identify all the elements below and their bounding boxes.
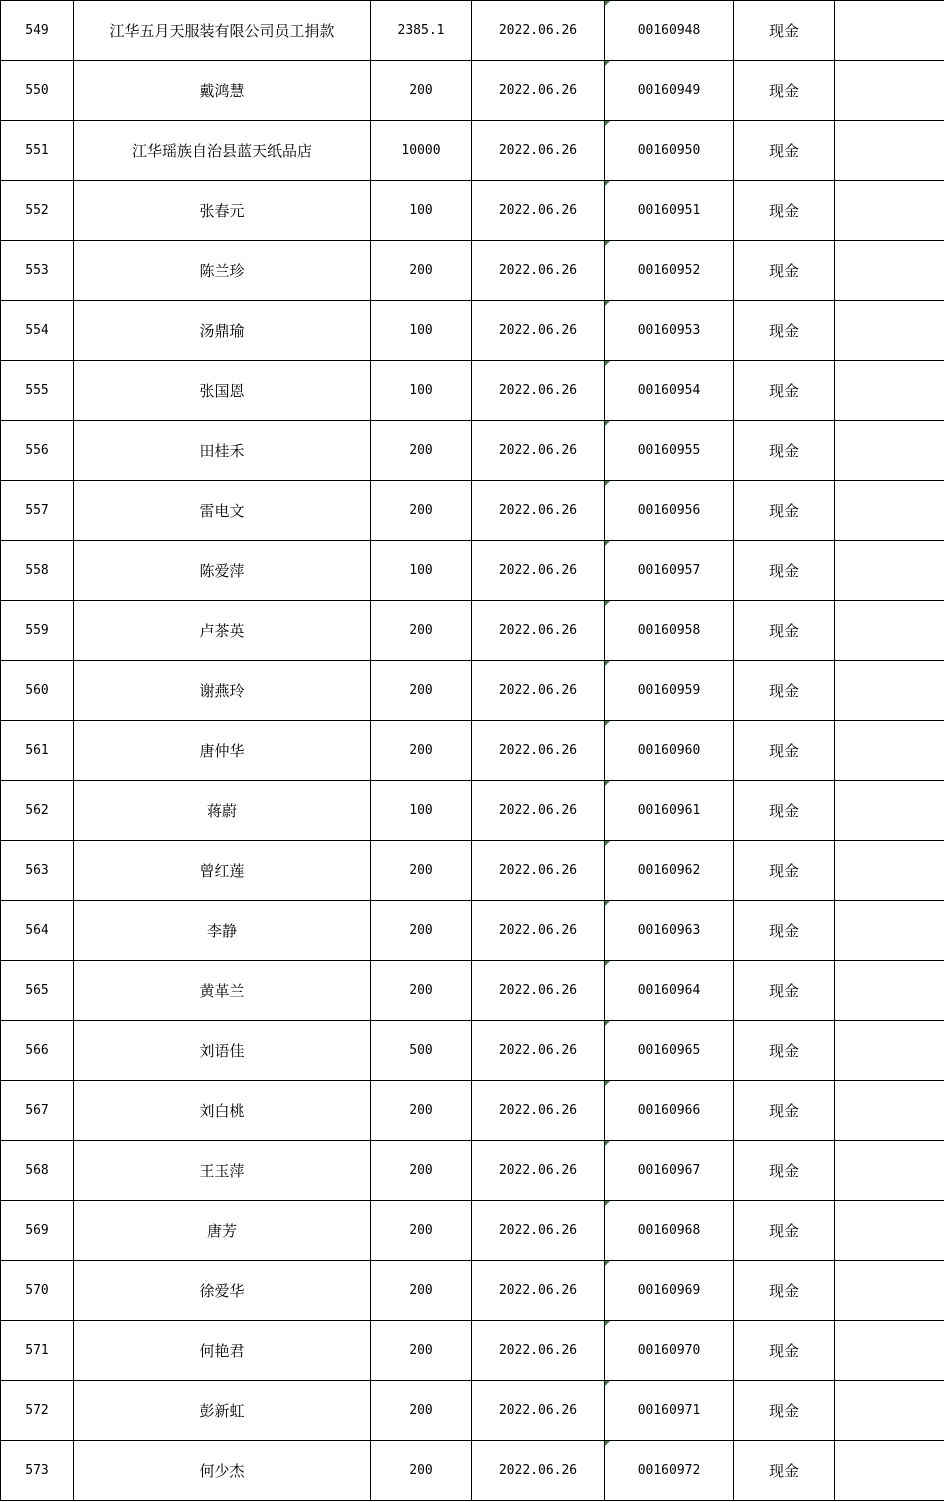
- donor-name-cell: 王玉萍: [74, 1141, 371, 1201]
- payment-method-cell: 现金: [734, 1441, 835, 1501]
- amount-cell: 200: [371, 661, 472, 721]
- receipt-number-text: 00160961: [637, 803, 701, 818]
- payment-method-cell: 现金: [734, 241, 835, 301]
- receipt-number-text: 00160952: [637, 263, 701, 278]
- receipt-number-text: 00160951: [637, 203, 701, 218]
- table-row: [1, 1441, 944, 1501]
- row-number-cell: 571: [1, 1321, 74, 1381]
- table-row: [1, 1021, 944, 1081]
- receipt-number-text: 00160969: [637, 1283, 701, 1298]
- amount-cell: 200: [371, 481, 472, 541]
- row-number-cell: 564: [1, 901, 74, 961]
- text-format-indicator-icon: [605, 781, 610, 786]
- payment-method-cell: 现金: [734, 301, 835, 361]
- donor-name-cell: 曾红莲: [74, 841, 371, 901]
- receipt-number-text: 00160954: [637, 383, 701, 398]
- amount-cell: 100: [371, 181, 472, 241]
- amount-cell: 200: [371, 61, 472, 121]
- table-row: [1, 961, 944, 1021]
- amount-cell: 100: [371, 361, 472, 421]
- payment-method-cell: 现金: [734, 961, 835, 1021]
- amount-cell: 200: [371, 421, 472, 481]
- date-cell: 2022.06.26: [472, 901, 605, 961]
- row-number-cell: 566: [1, 1021, 74, 1081]
- row-number-cell: 558: [1, 541, 74, 601]
- remark-cell: [835, 481, 944, 541]
- receipt-number-cell: [605, 1261, 734, 1321]
- receipt-number-text: 00160948: [637, 23, 701, 38]
- amount-cell: 200: [371, 901, 472, 961]
- receipt-number-cell: [605, 1381, 734, 1441]
- table-row: [1, 1201, 944, 1261]
- donor-name-cell: 田桂禾: [74, 421, 371, 481]
- row-number-cell: 554: [1, 301, 74, 361]
- receipt-number-text: 00160966: [637, 1103, 701, 1118]
- table-row: [1, 661, 944, 721]
- table-row: [1, 241, 944, 301]
- amount-cell: 200: [371, 721, 472, 781]
- donor-name-cell: 唐仲华: [74, 721, 371, 781]
- receipt-number-text: 00160950: [637, 143, 701, 158]
- text-format-indicator-icon: [605, 121, 610, 126]
- date-cell: 2022.06.26: [472, 301, 605, 361]
- text-format-indicator-icon: [605, 241, 610, 246]
- amount-cell: 200: [371, 1141, 472, 1201]
- row-number-cell: 560: [1, 661, 74, 721]
- date-cell: 2022.06.26: [472, 1141, 605, 1201]
- table-row: [1, 1, 944, 61]
- table-row: [1, 421, 944, 481]
- receipt-number-cell: [605, 241, 734, 301]
- payment-method-cell: 现金: [734, 1021, 835, 1081]
- donor-name-cell: 陈爱萍: [74, 541, 371, 601]
- row-number-cell: 565: [1, 961, 74, 1021]
- table-row: [1, 601, 944, 661]
- date-cell: 2022.06.26: [472, 121, 605, 181]
- table-row: [1, 1321, 944, 1381]
- row-number-cell: 551: [1, 121, 74, 181]
- receipt-number-cell: [605, 661, 734, 721]
- donor-name-cell: 雷电文: [74, 481, 371, 541]
- payment-method-cell: 现金: [734, 541, 835, 601]
- table-row: [1, 541, 944, 601]
- donor-name-cell: 何少杰: [74, 1441, 371, 1501]
- amount-cell: 100: [371, 301, 472, 361]
- amount-cell: 200: [371, 241, 472, 301]
- payment-method-cell: 现金: [734, 1141, 835, 1201]
- remark-cell: [835, 721, 944, 781]
- date-cell: 2022.06.26: [472, 721, 605, 781]
- date-cell: 2022.06.26: [472, 421, 605, 481]
- receipt-number-cell: [605, 181, 734, 241]
- receipt-number-text: 00160963: [637, 923, 701, 938]
- row-number-cell: 570: [1, 1261, 74, 1321]
- amount-cell: 200: [371, 841, 472, 901]
- donor-name-cell: 戴鸿慧: [74, 61, 371, 121]
- table-row: [1, 361, 944, 421]
- payment-method-cell: 现金: [734, 481, 835, 541]
- remark-cell: [835, 301, 944, 361]
- receipt-number-cell: [605, 841, 734, 901]
- table-row: [1, 841, 944, 901]
- remark-cell: [835, 1, 944, 61]
- donor-name-cell: 汤鼎瑜: [74, 301, 371, 361]
- receipt-number-cell: [605, 361, 734, 421]
- receipt-number-text: 00160955: [637, 443, 701, 458]
- row-number-cell: 549: [1, 1, 74, 61]
- date-cell: 2022.06.26: [472, 181, 605, 241]
- amount-cell: 200: [371, 1441, 472, 1501]
- remark-cell: [835, 1321, 944, 1381]
- amount-cell: 100: [371, 781, 472, 841]
- donor-name-cell: 李静: [74, 901, 371, 961]
- donor-name-cell: 徐爱华: [74, 1261, 371, 1321]
- donor-name-cell: 黄革兰: [74, 961, 371, 1021]
- receipt-number-cell: [605, 601, 734, 661]
- table-row: [1, 721, 944, 781]
- receipt-number-cell: [605, 1, 734, 61]
- date-cell: 2022.06.26: [472, 541, 605, 601]
- text-format-indicator-icon: [605, 661, 610, 666]
- table-row: [1, 1141, 944, 1201]
- date-cell: 2022.06.26: [472, 61, 605, 121]
- receipt-number-text: 00160957: [637, 563, 701, 578]
- receipt-number-text: 00160971: [637, 1403, 701, 1418]
- text-format-indicator-icon: [605, 61, 610, 66]
- payment-method-cell: 现金: [734, 361, 835, 421]
- remark-cell: [835, 841, 944, 901]
- payment-method-cell: 现金: [734, 1, 835, 61]
- donor-name-cell: 何艳君: [74, 1321, 371, 1381]
- donor-name-cell: 彭新虹: [74, 1381, 371, 1441]
- donor-name-cell: 江华瑶族自治县蓝天纸品店: [74, 121, 371, 181]
- amount-cell: 200: [371, 1201, 472, 1261]
- date-cell: 2022.06.26: [472, 1201, 605, 1261]
- payment-method-cell: 现金: [734, 181, 835, 241]
- row-number-cell: 572: [1, 1381, 74, 1441]
- receipt-number-text: 00160962: [637, 863, 701, 878]
- receipt-number-text: 00160949: [637, 83, 701, 98]
- row-number-cell: 557: [1, 481, 74, 541]
- amount-cell: 200: [371, 1321, 472, 1381]
- payment-method-cell: 现金: [734, 1201, 835, 1261]
- donor-name-cell: 张国恩: [74, 361, 371, 421]
- text-format-indicator-icon: [605, 481, 610, 486]
- receipt-number-cell: [605, 961, 734, 1021]
- payment-method-cell: 现金: [734, 601, 835, 661]
- payment-method-cell: 现金: [734, 781, 835, 841]
- remark-cell: [835, 1441, 944, 1501]
- receipt-number-cell: [605, 61, 734, 121]
- remark-cell: [835, 1201, 944, 1261]
- receipt-number-cell: [605, 541, 734, 601]
- receipt-number-cell: [605, 301, 734, 361]
- amount-cell: 200: [371, 1081, 472, 1141]
- date-cell: 2022.06.26: [472, 1321, 605, 1381]
- payment-method-cell: 现金: [734, 661, 835, 721]
- payment-method-cell: 现金: [734, 61, 835, 121]
- remark-cell: [835, 1021, 944, 1081]
- date-cell: 2022.06.26: [472, 661, 605, 721]
- row-number-cell: 568: [1, 1141, 74, 1201]
- remark-cell: [835, 241, 944, 301]
- date-cell: 2022.06.26: [472, 1261, 605, 1321]
- table-row: [1, 481, 944, 541]
- row-number-cell: 563: [1, 841, 74, 901]
- date-cell: 2022.06.26: [472, 481, 605, 541]
- text-format-indicator-icon: [605, 901, 610, 906]
- date-cell: 2022.06.26: [472, 361, 605, 421]
- receipt-number-cell: [605, 901, 734, 961]
- row-number-cell: 559: [1, 601, 74, 661]
- table-row: [1, 181, 944, 241]
- receipt-number-cell: [605, 421, 734, 481]
- text-format-indicator-icon: [605, 601, 610, 606]
- receipt-number-text: 00160965: [637, 1043, 701, 1058]
- receipt-number-text: 00160968: [637, 1223, 701, 1238]
- text-format-indicator-icon: [605, 1381, 610, 1386]
- payment-method-cell: 现金: [734, 121, 835, 181]
- receipt-number-text: 00160960: [637, 743, 701, 758]
- amount-cell: 2385.1: [371, 1, 472, 61]
- text-format-indicator-icon: [605, 361, 610, 366]
- ledger-body: [1, 1, 944, 1501]
- date-cell: 2022.06.26: [472, 1021, 605, 1081]
- row-number-cell: 556: [1, 421, 74, 481]
- remark-cell: [835, 121, 944, 181]
- remark-cell: [835, 61, 944, 121]
- donor-name-cell: 张春元: [74, 181, 371, 241]
- receipt-number-cell: [605, 721, 734, 781]
- donor-name-cell: 蒋蔚: [74, 781, 371, 841]
- row-number-cell: 550: [1, 61, 74, 121]
- text-format-indicator-icon: [605, 301, 610, 306]
- text-format-indicator-icon: [605, 1, 610, 6]
- payment-method-cell: 现金: [734, 1321, 835, 1381]
- date-cell: 2022.06.26: [472, 241, 605, 301]
- donor-name-cell: 刘语佳: [74, 1021, 371, 1081]
- row-number-cell: 555: [1, 361, 74, 421]
- remark-cell: [835, 1081, 944, 1141]
- text-format-indicator-icon: [605, 421, 610, 426]
- row-number-cell: 553: [1, 241, 74, 301]
- donor-name-cell: 唐芳: [74, 1201, 371, 1261]
- table-row: [1, 121, 944, 181]
- receipt-number-cell: [605, 1201, 734, 1261]
- row-number-cell: 561: [1, 721, 74, 781]
- text-format-indicator-icon: [605, 1141, 610, 1146]
- amount-cell: 500: [371, 1021, 472, 1081]
- table-row: [1, 1381, 944, 1441]
- donor-name-cell: 江华五月天服装有限公司员工捐款: [74, 1, 371, 61]
- text-format-indicator-icon: [605, 181, 610, 186]
- date-cell: 2022.06.26: [472, 1, 605, 61]
- text-format-indicator-icon: [605, 1441, 610, 1446]
- table-row: [1, 1081, 944, 1141]
- amount-cell: 200: [371, 1261, 472, 1321]
- table-row: [1, 1261, 944, 1321]
- remark-cell: [835, 421, 944, 481]
- date-cell: 2022.06.26: [472, 1441, 605, 1501]
- date-cell: 2022.06.26: [472, 961, 605, 1021]
- receipt-number-text: 00160956: [637, 503, 701, 518]
- remark-cell: [835, 781, 944, 841]
- remark-cell: [835, 1261, 944, 1321]
- text-format-indicator-icon: [605, 1321, 610, 1326]
- donor-name-cell: 刘白桃: [74, 1081, 371, 1141]
- receipt-number-text: 00160958: [637, 623, 701, 638]
- row-number-cell: 569: [1, 1201, 74, 1261]
- receipt-number-text: 00160967: [637, 1163, 701, 1178]
- text-format-indicator-icon: [605, 841, 610, 846]
- remark-cell: [835, 541, 944, 601]
- text-format-indicator-icon: [605, 1081, 610, 1086]
- text-format-indicator-icon: [605, 1021, 610, 1026]
- text-format-indicator-icon: [605, 961, 610, 966]
- date-cell: 2022.06.26: [472, 841, 605, 901]
- remark-cell: [835, 601, 944, 661]
- remark-cell: [835, 661, 944, 721]
- date-cell: 2022.06.26: [472, 601, 605, 661]
- remark-cell: [835, 1381, 944, 1441]
- receipt-number-cell: [605, 1441, 734, 1501]
- receipt-number-cell: [605, 481, 734, 541]
- receipt-number-text: 00160972: [637, 1463, 701, 1478]
- amount-cell: 10000: [371, 121, 472, 181]
- amount-cell: 200: [371, 601, 472, 661]
- remark-cell: [835, 1141, 944, 1201]
- payment-method-cell: 现金: [734, 1081, 835, 1141]
- payment-method-cell: 现金: [734, 901, 835, 961]
- payment-method-cell: 现金: [734, 421, 835, 481]
- receipt-number-text: 00160953: [637, 323, 701, 338]
- payment-method-cell: 现金: [734, 721, 835, 781]
- receipt-number-cell: [605, 1141, 734, 1201]
- date-cell: 2022.06.26: [472, 781, 605, 841]
- remark-cell: [835, 361, 944, 421]
- receipt-number-text: 00160959: [637, 683, 701, 698]
- table-row: [1, 301, 944, 361]
- receipt-number-cell: [605, 781, 734, 841]
- receipt-number-text: 00160970: [637, 1343, 701, 1358]
- receipt-number-cell: [605, 121, 734, 181]
- receipt-number-cell: [605, 1081, 734, 1141]
- payment-method-cell: 现金: [734, 1261, 835, 1321]
- receipt-number-text: 00160964: [637, 983, 701, 998]
- remark-cell: [835, 961, 944, 1021]
- table-row: [1, 901, 944, 961]
- text-format-indicator-icon: [605, 721, 610, 726]
- donor-name-cell: 卢茶英: [74, 601, 371, 661]
- payment-method-cell: 现金: [734, 1381, 835, 1441]
- text-format-indicator-icon: [605, 1261, 610, 1266]
- receipt-number-cell: [605, 1021, 734, 1081]
- table-row: [1, 61, 944, 121]
- text-format-indicator-icon: [605, 1201, 610, 1206]
- date-cell: 2022.06.26: [472, 1381, 605, 1441]
- donor-name-cell: 谢燕玲: [74, 661, 371, 721]
- amount-cell: 200: [371, 961, 472, 1021]
- remark-cell: [835, 901, 944, 961]
- amount-cell: 200: [371, 1381, 472, 1441]
- row-number-cell: 567: [1, 1081, 74, 1141]
- row-number-cell: 573: [1, 1441, 74, 1501]
- payment-method-cell: 现金: [734, 841, 835, 901]
- table-row: [1, 781, 944, 841]
- row-number-cell: 552: [1, 181, 74, 241]
- amount-cell: 100: [371, 541, 472, 601]
- remark-cell: [835, 181, 944, 241]
- text-format-indicator-icon: [605, 541, 610, 546]
- date-cell: 2022.06.26: [472, 1081, 605, 1141]
- receipt-number-cell: [605, 1321, 734, 1381]
- donor-name-cell: 陈兰珍: [74, 241, 371, 301]
- row-number-cell: 562: [1, 781, 74, 841]
